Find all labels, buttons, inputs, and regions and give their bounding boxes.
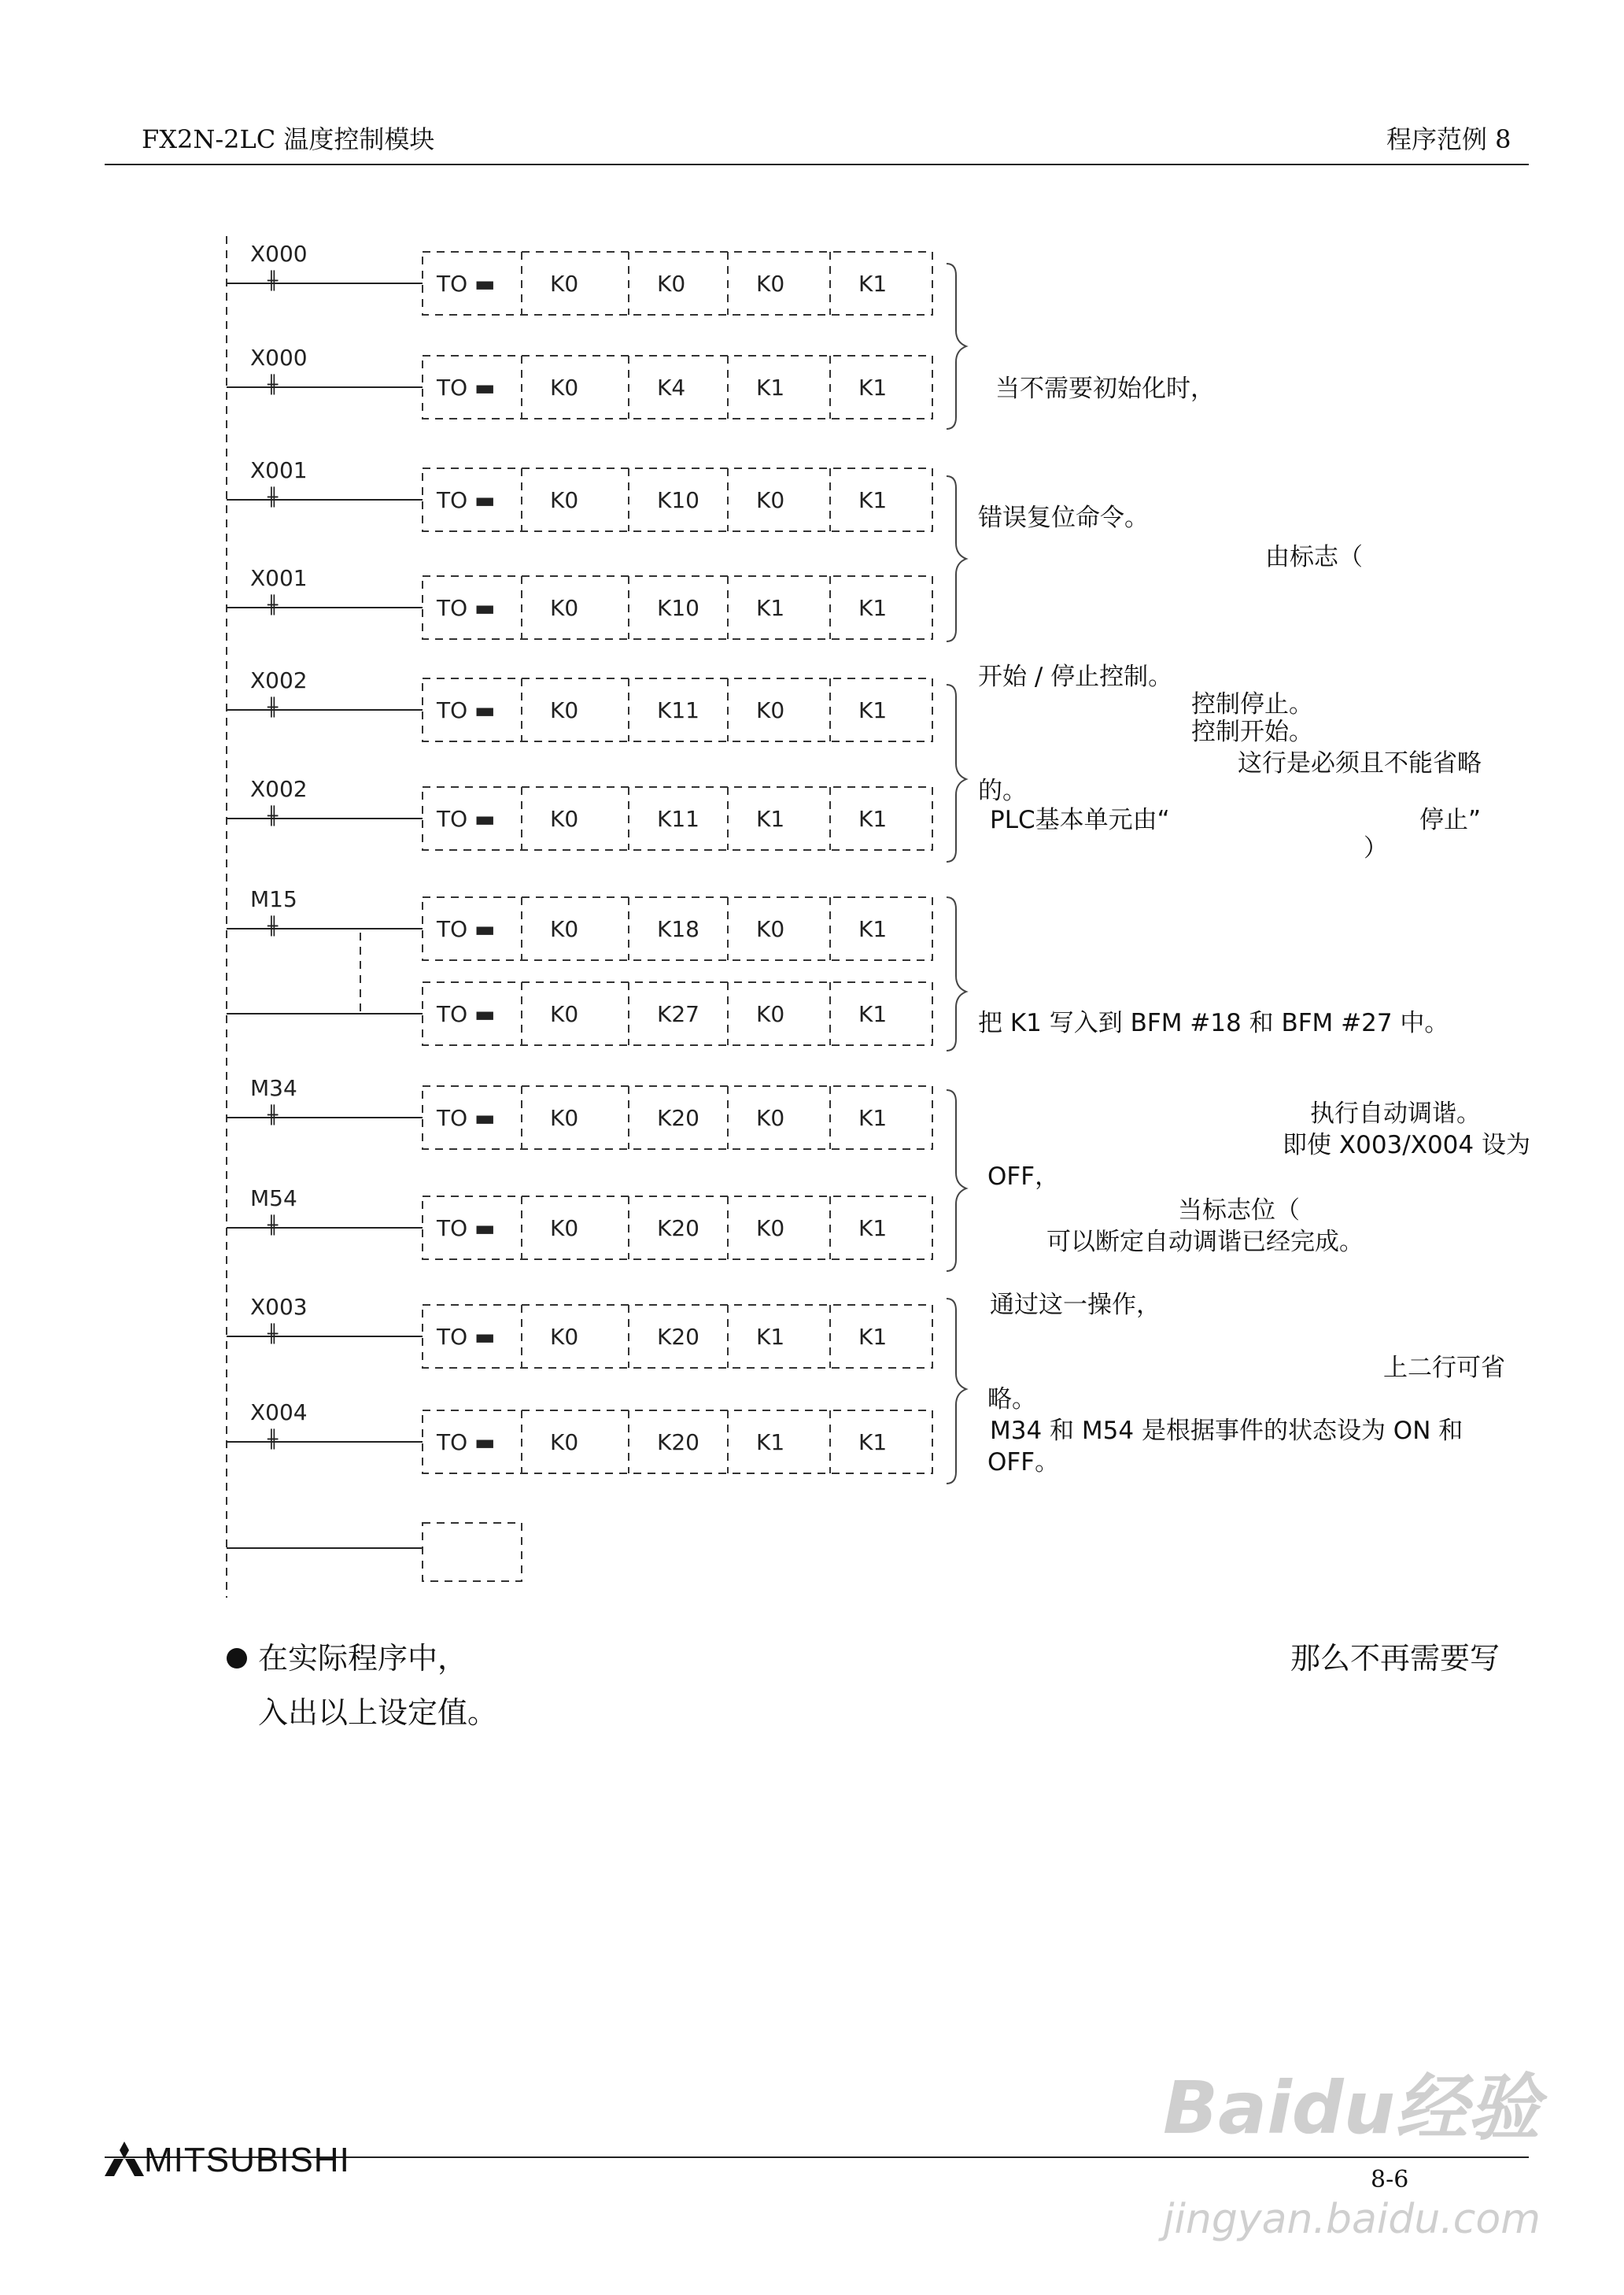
note-plc-stop: 停止” (1419, 806, 1482, 834)
contact-label: X001 (250, 565, 308, 591)
contact-symbol: ╫ (268, 488, 279, 508)
watermark-url: jingyan.baidu.com (1163, 2196, 1541, 2243)
instruction-mnemonic: TO ▬ (437, 806, 496, 832)
ladder-rung (227, 241, 932, 315)
instruction-operand: K0 (756, 1105, 785, 1131)
instruction-operand: K1 (858, 1001, 888, 1027)
instruction-operand: K1 (858, 487, 888, 513)
instruction-operand: K1 (756, 806, 785, 832)
note-control-start: 控制开始。 (1191, 718, 1313, 746)
ladder-rung (227, 886, 932, 960)
instruction-operand: K1 (858, 595, 888, 621)
note-mandatory: 这行是必须且不能省略 (1238, 749, 1482, 778)
instruction-operand: K1 (756, 1324, 785, 1350)
note-off: OFF， (987, 1162, 1060, 1191)
instruction-operand: K1 (858, 375, 888, 401)
note-events-off: OFF。 (987, 1448, 1060, 1476)
instruction-operand: K1 (858, 697, 888, 723)
instruction-mnemonic: TO ▬ (437, 595, 496, 621)
contact-symbol: ╫ (268, 807, 279, 826)
instruction-mnemonic: TO ▬ (437, 271, 496, 297)
contact-label: X000 (250, 345, 308, 371)
ladder-rung (227, 345, 932, 419)
instruction-operand: K0 (550, 375, 579, 401)
note-autotune-done: 可以断定自动调谐已经完成。 (1046, 1228, 1364, 1256)
baidu-watermark: Baidu经验 (1163, 2066, 1541, 2150)
bracket-2 (947, 476, 966, 641)
instruction-operand: K20 (657, 1215, 699, 1241)
instruction-operand: K0 (550, 1324, 579, 1350)
end-instruction-box (423, 1523, 522, 1581)
contact-symbol: ╫ (268, 1325, 279, 1344)
instruction-operand: K1 (858, 1105, 888, 1131)
note-write-k1: 把 K1 写入到 BFM #18 和 BFM #27 中。 (978, 1009, 1449, 1037)
contact-symbol: ╫ (268, 698, 279, 718)
ladder-rung (227, 1294, 932, 1368)
contact-label: X002 (250, 667, 308, 693)
instruction-mnemonic: TO ▬ (437, 1215, 496, 1241)
instruction-operand: K1 (858, 1429, 888, 1455)
instruction-operand: K1 (756, 595, 785, 621)
instruction-operand: K0 (756, 916, 785, 942)
contact-symbol: ╫ (268, 1216, 279, 1236)
instruction-operand: K0 (550, 595, 579, 621)
note-init: 当不需要初始化时， (995, 375, 1215, 403)
contact-symbol: ╫ (268, 1106, 279, 1125)
ladder-rung (227, 667, 932, 741)
instruction-operand: K0 (550, 487, 579, 513)
ladder-rung (227, 1399, 932, 1473)
note-paren: ） (1364, 834, 1388, 863)
note-start-stop: 开始 / 停止控制。 (978, 663, 1173, 691)
note-operation: 通过这一操作， (990, 1291, 1161, 1319)
instruction-operand: K27 (657, 1001, 699, 1027)
contact-symbol: ╫ (268, 596, 279, 615)
note-autotune: 执行自动调谐。 (1310, 1099, 1481, 1128)
ladder-rung (227, 982, 932, 1045)
instruction-operand: K0 (756, 487, 785, 513)
instruction-mnemonic: TO ▬ (437, 697, 496, 723)
instruction-mnemonic: TO ▬ (437, 375, 496, 401)
instruction-operand: K0 (756, 271, 785, 297)
ladder-rung (227, 776, 932, 850)
contact-label: M34 (250, 1075, 297, 1101)
contact-symbol: ╫ (268, 1430, 279, 1450)
instruction-operand: K0 (550, 916, 579, 942)
instruction-operand: K0 (550, 1429, 579, 1455)
mitsubishi-logo (105, 2141, 350, 2180)
instruction-operand: K0 (756, 1001, 785, 1027)
instruction-operand: K0 (550, 271, 579, 297)
instruction-operand: K0 (657, 271, 686, 297)
ladder-rung (227, 457, 932, 531)
comment-brackets (947, 264, 966, 1484)
contact-symbol: ╫ (268, 917, 279, 937)
instruction-mnemonic: TO ▬ (437, 487, 496, 513)
instruction-operand: K1 (858, 916, 888, 942)
instruction-operand: K0 (550, 1215, 579, 1241)
bracket-4 (947, 897, 966, 1051)
bracket-1 (947, 264, 966, 429)
note-omit: 上二行可省 (1383, 1354, 1505, 1382)
instruction-operand: K20 (657, 1324, 699, 1350)
bracket-6 (947, 1299, 966, 1484)
bullet-line1-right: 那么不再需要写 (1290, 1641, 1500, 1676)
contact-label: X003 (250, 1294, 308, 1320)
mitsubishi-text: MITSUBISHI (144, 2141, 350, 2179)
instruction-operand: K1 (858, 1215, 888, 1241)
instruction-operand: K11 (657, 697, 699, 723)
mitsubishi-diamonds-icon (105, 2142, 144, 2176)
instruction-mnemonic: TO ▬ (437, 916, 496, 942)
instruction-operand: K0 (756, 697, 785, 723)
contact-label: M15 (250, 886, 297, 912)
instruction-mnemonic: TO ▬ (437, 1105, 496, 1131)
ladder-rung (227, 1075, 932, 1149)
contact-label: X002 (250, 776, 308, 802)
instruction-operand: K0 (550, 1105, 579, 1131)
bullet-line2: 入出以上设定值。 (258, 1695, 498, 1730)
note-mandatory-end: 的。 (978, 777, 1027, 805)
note-control-stop: 控制停止。 (1191, 690, 1313, 719)
instruction-operand: K20 (657, 1429, 699, 1455)
bullet-line1: 在实际程序中， (258, 1641, 468, 1676)
instruction-operand: K0 (550, 1001, 579, 1027)
instruction-operand: K1 (756, 1429, 785, 1455)
instruction-operand: K11 (657, 806, 699, 832)
contact-symbol: ╫ (268, 375, 279, 395)
ladder-rung (227, 565, 932, 639)
contact-label: X004 (250, 1399, 308, 1425)
page-number: 8-6 (1371, 2166, 1409, 2193)
note-error-reset: 错误复位命令。 (978, 504, 1149, 532)
rung-group (227, 241, 932, 1473)
note-even-if: 即使 X003/X004 设为 (1283, 1131, 1530, 1159)
contact-label: X001 (250, 457, 308, 483)
note-omit-end: 略。 (987, 1385, 1036, 1414)
instruction-operand: K10 (657, 487, 699, 513)
bullet-dot (227, 1648, 247, 1669)
note-plc-unit: PLC基本单元由“ (990, 806, 1170, 834)
header-section: 程序范例 8 (1386, 124, 1511, 154)
contact-label: M54 (250, 1185, 297, 1211)
instruction-mnemonic: TO ▬ (437, 1429, 496, 1455)
instruction-operand: K10 (657, 595, 699, 621)
paw-icon (1163, 2153, 1525, 2197)
instruction-operand: K18 (657, 916, 699, 942)
instruction-operand: K1 (858, 806, 888, 832)
ladder-rung (227, 1185, 932, 1259)
note-flag-bit: 当标志位（ (1178, 1196, 1300, 1225)
instruction-operand: K1 (858, 1324, 888, 1350)
bracket-5 (947, 1090, 966, 1271)
instruction-operand: K1 (858, 271, 888, 297)
instruction-operand: K4 (657, 375, 686, 401)
instruction-operand: K0 (756, 1215, 785, 1241)
bracket-3 (947, 685, 966, 862)
instruction-operand: K1 (756, 375, 785, 401)
note-flag: 由标志（ (1265, 543, 1363, 571)
instruction-operand: K0 (550, 806, 579, 832)
instruction-operand: K0 (550, 697, 579, 723)
header-title: FX2N-2LC 温度控制模块 (142, 124, 435, 154)
instruction-mnemonic: TO ▬ (437, 1001, 496, 1027)
instruction-operand: K20 (657, 1105, 699, 1131)
contact-label: X000 (250, 241, 308, 267)
instruction-mnemonic: TO ▬ (437, 1324, 496, 1350)
note-events: M34 和 M54 是根据事件的状态设为 ON 和 (990, 1417, 1463, 1445)
contact-symbol: ╫ (268, 272, 279, 291)
